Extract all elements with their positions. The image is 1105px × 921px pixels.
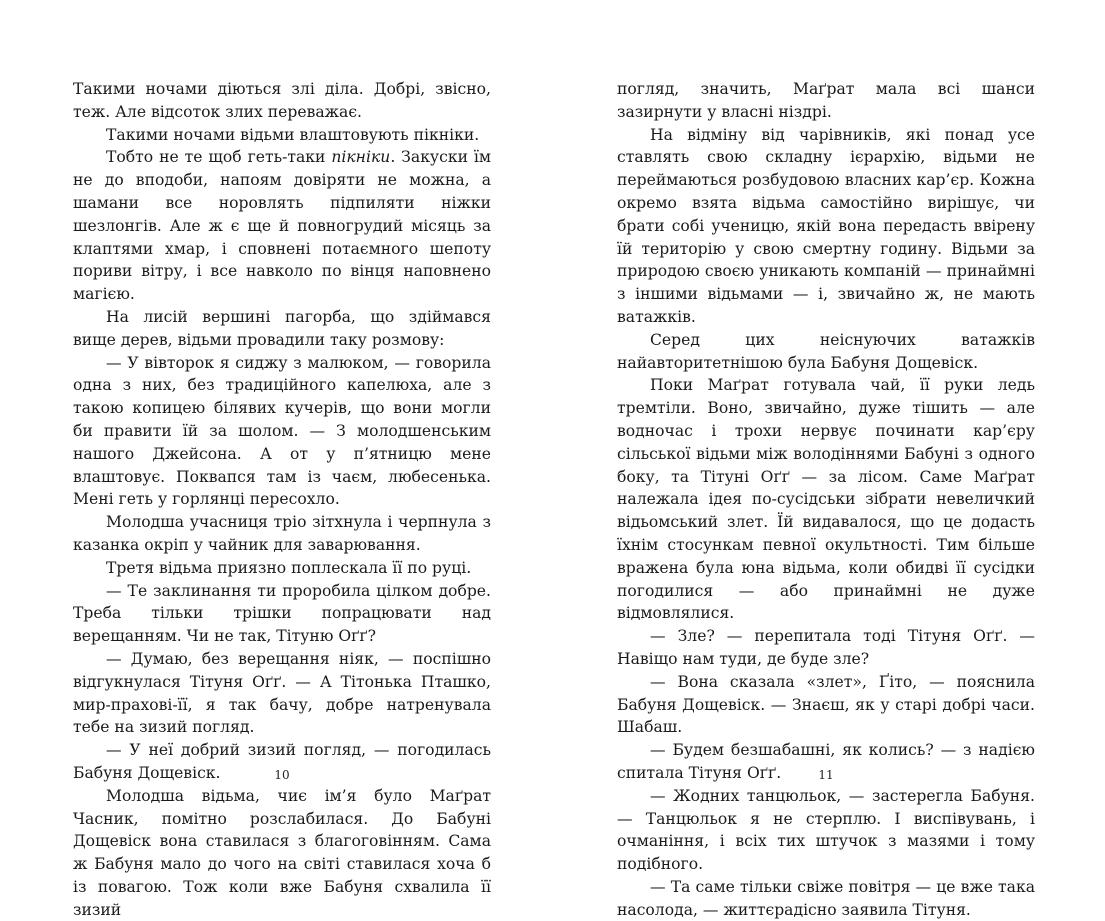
- right-page-text: [617, 78, 1035, 921]
- paragraph: На лисій вершині пагорба, що здіймався вище дерев, відьми провадили таку розмову:: [73, 307, 491, 349]
- paragraph: Серед цих неіснуючих ватажків найавторитетнішою була Бабуня Дощевіск.: [617, 330, 1035, 372]
- paragraph: — У неї добрий зизий погляд, — погодилась Бабуня Дощевіск.: [73, 741, 491, 782]
- paragraph: Третя відьма приязно поплескала її по руці.: [106, 558, 472, 577]
- right-page: [617, 78, 1035, 919]
- paragraph-text: Тобто не те щоб геть-таки: [106, 148, 332, 167]
- right-page-number: 11: [818, 768, 834, 782]
- paragraph: Такими ночами відьми влаштовують пікніки.: [106, 125, 480, 144]
- paragraph: — Жодних танцюльок, — застерегла Бабуня. — Танцюльок я не стерплю. І виспівувань, і очманіння, і всіх тих штучок з мазями і тому подібного.: [617, 786, 1035, 874]
- paragraph: — Те заклинання ти проробила цілком добре. Треба тільки трішки попрацювати над верещанням. Чи не так, Тітуню Оґґ?: [73, 581, 491, 646]
- paragraph: Молодша відьма, чиє ім’я було Маґрат Часник, помітно розслабилася. До Бабуні Дощевіск вона ставилася з благоговінням. Сама ж Бабуня мало до чого на світі ставилася хоча б із повагою. Тож коли вже Бабуня схвалила її зизий: [73, 786, 491, 919]
- paragraph: — Думаю, без верещання ніяк, — поспішно відгукнулася Тітуня Оґґ. — А Тітонька Пташко, мир-прахові-її, я так бачу, добре натренувала тебе на зизий погляд.: [73, 649, 491, 737]
- left-page: [73, 78, 492, 919]
- paragraph-text: . Закуски їм не до вподоби, напоям довіряти не можна, а шамани все норовлять підпиляти ніжки шезлонгів. Але ж є ще й повногрудий місяць за клаптями хмар, і сповнені потаємного шепоту пориви вітру, і все навколо по вінця наповнено магією.: [73, 148, 492, 304]
- paragraph: Такими ночами діються злі діла. Добрі, звісно, теж. Але відсоток злих переважає.: [73, 80, 491, 121]
- paragraph: [73, 146, 491, 306]
- paragraph: На відміну від чарівників, які понад усе ставлять свою складну ієрархію, відьми не переймаються розбудовою власних кар’єр. Кожна окремо взята відьма самостійно вирішує, чи брати собі ученицю, якій вона передасть ввірену їй територію у свою смертну годину. Відьми за природою своєю уникають компаній — принаймні з іншими відьмами — і, звичайно ж, не мають ватажків.: [617, 125, 1035, 326]
- left-page-text: [73, 78, 491, 921]
- paragraph: — Та саме тільки свіже повітря — це вже така насолода, — життєрадісно заявила Тітуня.: [617, 877, 1035, 919]
- paragraph: — Будем безшабашні, як колись? — з надією спитала Тітуня Оґґ.: [617, 741, 1035, 782]
- paragraph: — Зле? — перепитала тоді Тітуня Оґґ. — Навіщо нам туди, де буде зле?: [617, 627, 1035, 668]
- left-page-number: 10: [274, 768, 290, 782]
- paragraph: Молодша учасниця тріо зітхнула і черпнула з казанка окріп у чайник для заварювання.: [73, 513, 491, 554]
- paragraph: погляд, значить, Маґрат мала всі шанси зазирнути у власні ніздрі.: [617, 80, 1035, 121]
- paragraph: — Вона сказала «злет», Ґіто, — пояснила Бабуня Дощевіск. — Знаєш, як у старі добрі часи. Шабаш.: [617, 672, 1035, 737]
- paragraph: — У вівторок я сиджу з малюком, — говорила одна з них, без традиційного капелюха, але з такою копицею білявих кучерів, що вони могли би правити їй за шолом. — З молодшенським нашого Джейсона. А от у п’ятницю мене влаштовує. Поквапся там із чаєм, любесенька. Мені геть у горлянці пересохло.: [73, 353, 491, 509]
- emphasized-word: пікніки: [331, 148, 391, 167]
- paragraph: Поки Маґрат готувала чай, її руки ледь тремтіли. Воно, звичайно, дуже тішить — але водночас і трохи нервує починати кар’єру сільської відьми між володіннями Бабуні з одного боку, та Тітуні Оґґ — за лісом. Саме Маґрат належала ідея по-сусідськи зібрати невеличкий відьомський злет. Їй видавалося, що це додасть їхнім стосункам певної окультності. Тим більше вражена була юна відьма, коли обидві її сусідки погодилися — або принаймні не дуже відмовлялися.: [617, 376, 1035, 623]
